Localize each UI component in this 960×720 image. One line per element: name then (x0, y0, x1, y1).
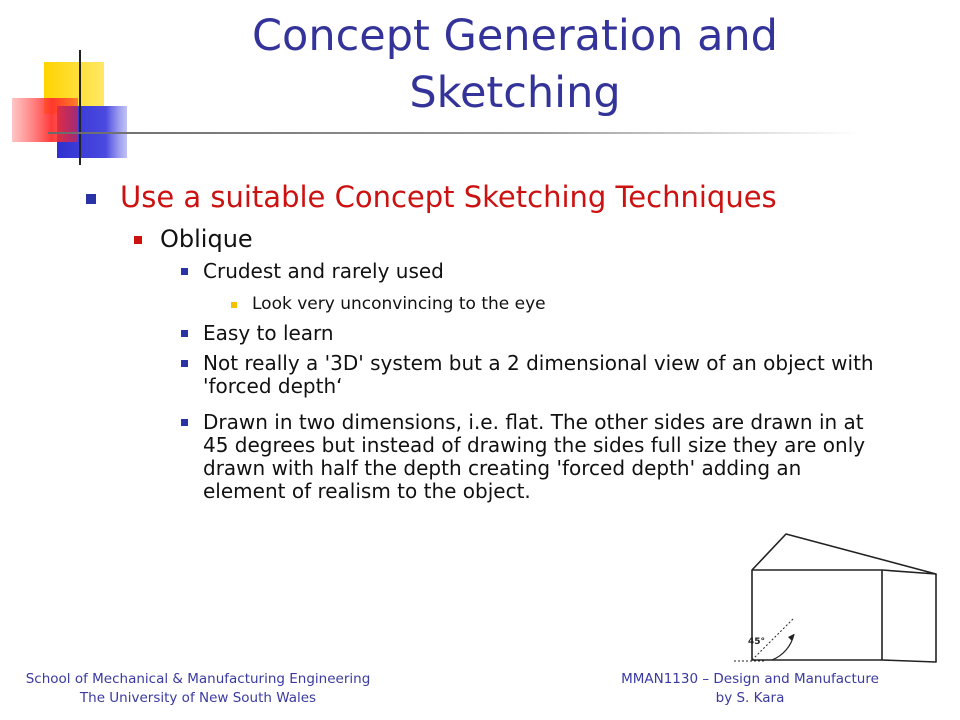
bullet-marker-easy (181, 330, 188, 337)
bullet-crudest-text: Crudest and rarely used (203, 259, 444, 283)
bullet-marker-not3d (181, 360, 188, 367)
decorative-logo-blocks (0, 0, 140, 170)
title-underline (48, 132, 858, 134)
bullet-unconvincing-text: Look very unconvincing to the eye (252, 294, 546, 314)
bullet-marker-drawn (181, 419, 188, 426)
slide-title: Concept Generation and Sketching (252, 11, 778, 118)
footer-school: School of Mechanical & Manufacturing Engineering (25, 671, 371, 687)
angle-label: 45° (748, 637, 766, 647)
bullet-marker-unconvincing (231, 302, 237, 308)
footer-left (8, 670, 388, 708)
bullet-drawn-text: Drawn in two dimensions, i.e. flat. The other sides are drawn in at 45 degrees but instead of drawing the sides full size they are only drawn with half the depth creating 'forced depth' adding an element of realism to the object. (203, 410, 866, 503)
bullet-not3d-text: Not really a '3D' system but a 2 dimensional view of an object with 'forced depth‘ (203, 351, 874, 398)
footer-course: MMAN1130 – Design and Manufacture (621, 671, 879, 687)
bullet-marker-level1 (86, 194, 96, 204)
bullet-marker-crudest (181, 268, 188, 275)
bullet-easy-text: Easy to learn (203, 321, 334, 345)
footer-right (580, 670, 920, 708)
bullet-level1-text: Use a suitable Concept Sketching Techniques (120, 180, 777, 214)
footer-university: The University of New South Wales (79, 690, 317, 706)
footer-author: by S. Kara (715, 690, 785, 706)
oblique-cube-figure (734, 530, 944, 670)
bullet-marker-level2 (134, 236, 142, 244)
bullet-level2-text: Oblique (160, 225, 253, 253)
